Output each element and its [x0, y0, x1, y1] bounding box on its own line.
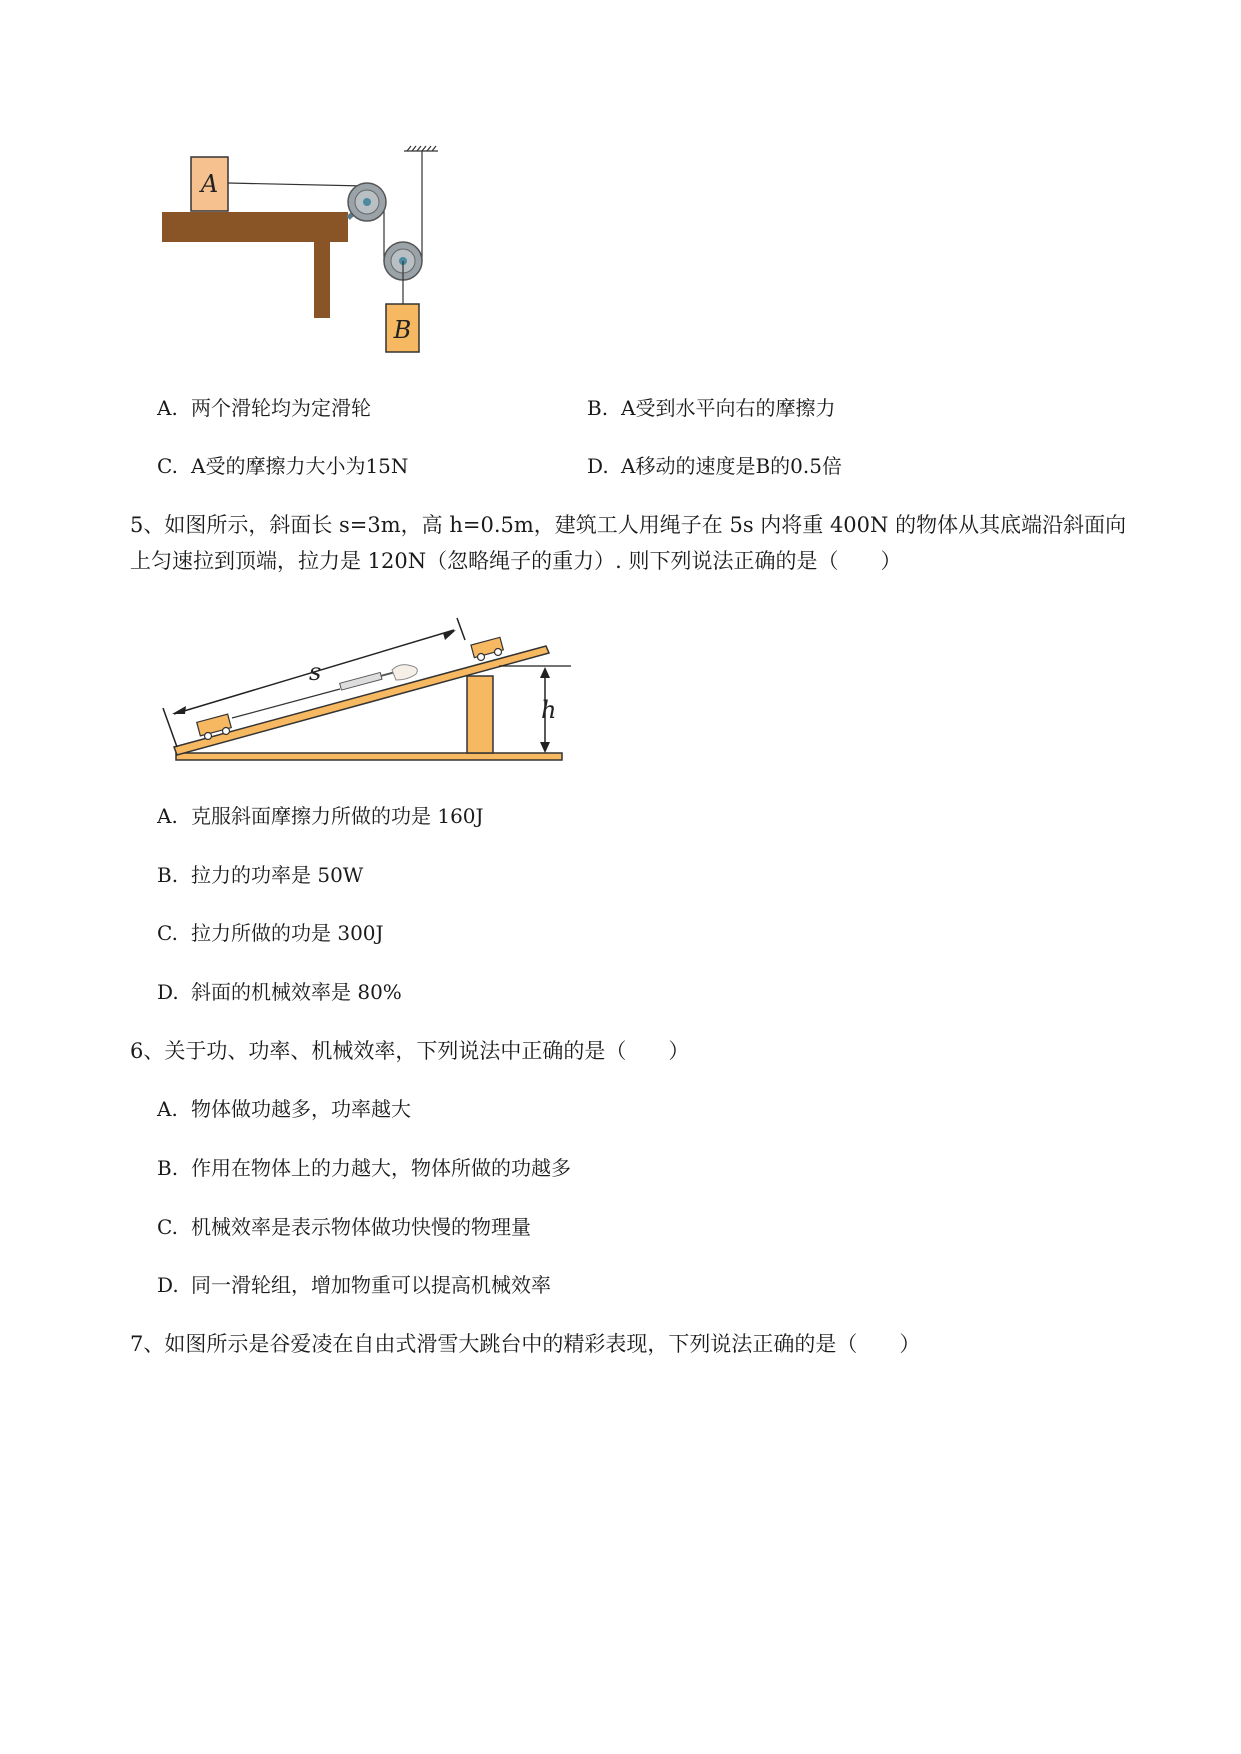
option-text: 同一滑轮组，增加物重可以提高机械效率	[191, 1273, 551, 1297]
q6-option-c[interactable]	[157, 1213, 531, 1241]
spring-scale	[340, 668, 400, 690]
q5-stem-line2: 上匀速拉到顶端，拉力是 120N（忽略绳子的重力）. 则下列说法正确的是（ ）	[130, 549, 902, 573]
option-letter: A.	[157, 804, 178, 828]
block-b-label: B	[393, 316, 412, 344]
h-label: h	[541, 696, 557, 724]
option-text: A移动的速度是B的0.5倍	[621, 454, 842, 478]
q5-option-a[interactable]	[157, 802, 484, 830]
option-letter: C.	[157, 1215, 178, 1239]
option-letter: D.	[157, 1273, 179, 1297]
option-letter: C.	[157, 454, 178, 478]
option-letter: B.	[587, 396, 609, 420]
q7-stem: 7、如图所示是谷爱凌在自由式滑雪大跳台中的精彩表现，下列说法正确的是（ ）	[130, 1332, 921, 1356]
q5-option-d[interactable]	[157, 978, 402, 1006]
s-label: s	[309, 658, 322, 686]
option-text: A受的摩擦力大小为15N	[191, 454, 409, 478]
option-letter: D.	[587, 454, 609, 478]
option-letter: A.	[157, 396, 178, 420]
option-letter: A.	[157, 1097, 178, 1121]
option-text: 拉力的功率是 50W	[191, 863, 364, 887]
q5-option-b[interactable]	[157, 861, 363, 889]
q4-option-a[interactable]	[157, 394, 371, 422]
q4-option-d[interactable]	[587, 452, 842, 480]
table-leg	[314, 242, 330, 318]
option-letter: D.	[157, 980, 179, 1004]
incline-figure	[160, 610, 580, 770]
q4-option-b[interactable]	[587, 394, 835, 422]
option-letter: C.	[157, 921, 178, 945]
option-text: 两个滑轮均为定滑轮	[191, 396, 371, 420]
option-text: 作用在物体上的力越大，物体所做的功越多	[191, 1156, 571, 1180]
q5-option-c[interactable]	[157, 919, 384, 947]
option-text: 机械效率是表示物体做功快慢的物理量	[191, 1215, 531, 1239]
cart-top	[471, 637, 503, 660]
option-text: A受到水平向右的摩擦力	[621, 396, 836, 420]
option-text: 物体做功越多，功率越大	[191, 1097, 411, 1121]
table-top	[162, 212, 348, 242]
ceiling-mount	[404, 146, 438, 151]
option-letter: B.	[157, 863, 179, 887]
option-text: 拉力所做的功是 300J	[191, 921, 384, 945]
incline-base	[176, 753, 562, 760]
pulley-figure	[160, 140, 460, 365]
q6-option-b[interactable]	[157, 1154, 571, 1182]
option-text: 克服斜面摩擦力所做的功是 160J	[191, 804, 484, 828]
option-text: 斜面的机械效率是 80%	[191, 980, 402, 1004]
q5-stem-line1: 5、如图所示，斜面长 s=3m，高 h=0.5m，建筑工人用绳子在 5s 内将重 400N 的物体从其底端沿斜面向	[130, 513, 1127, 537]
fixed-pulley	[348, 183, 386, 221]
q6-option-d[interactable]	[157, 1271, 551, 1299]
hand	[392, 665, 417, 680]
q6-stem: 6、关于功、功率、机械效率，下列说法中正确的是（ ）	[130, 1039, 690, 1063]
block-a-label: A	[200, 170, 219, 198]
q6-option-a[interactable]	[157, 1095, 411, 1123]
q4-option-c[interactable]	[157, 452, 408, 480]
option-letter: B.	[157, 1156, 179, 1180]
support-post	[467, 676, 493, 753]
